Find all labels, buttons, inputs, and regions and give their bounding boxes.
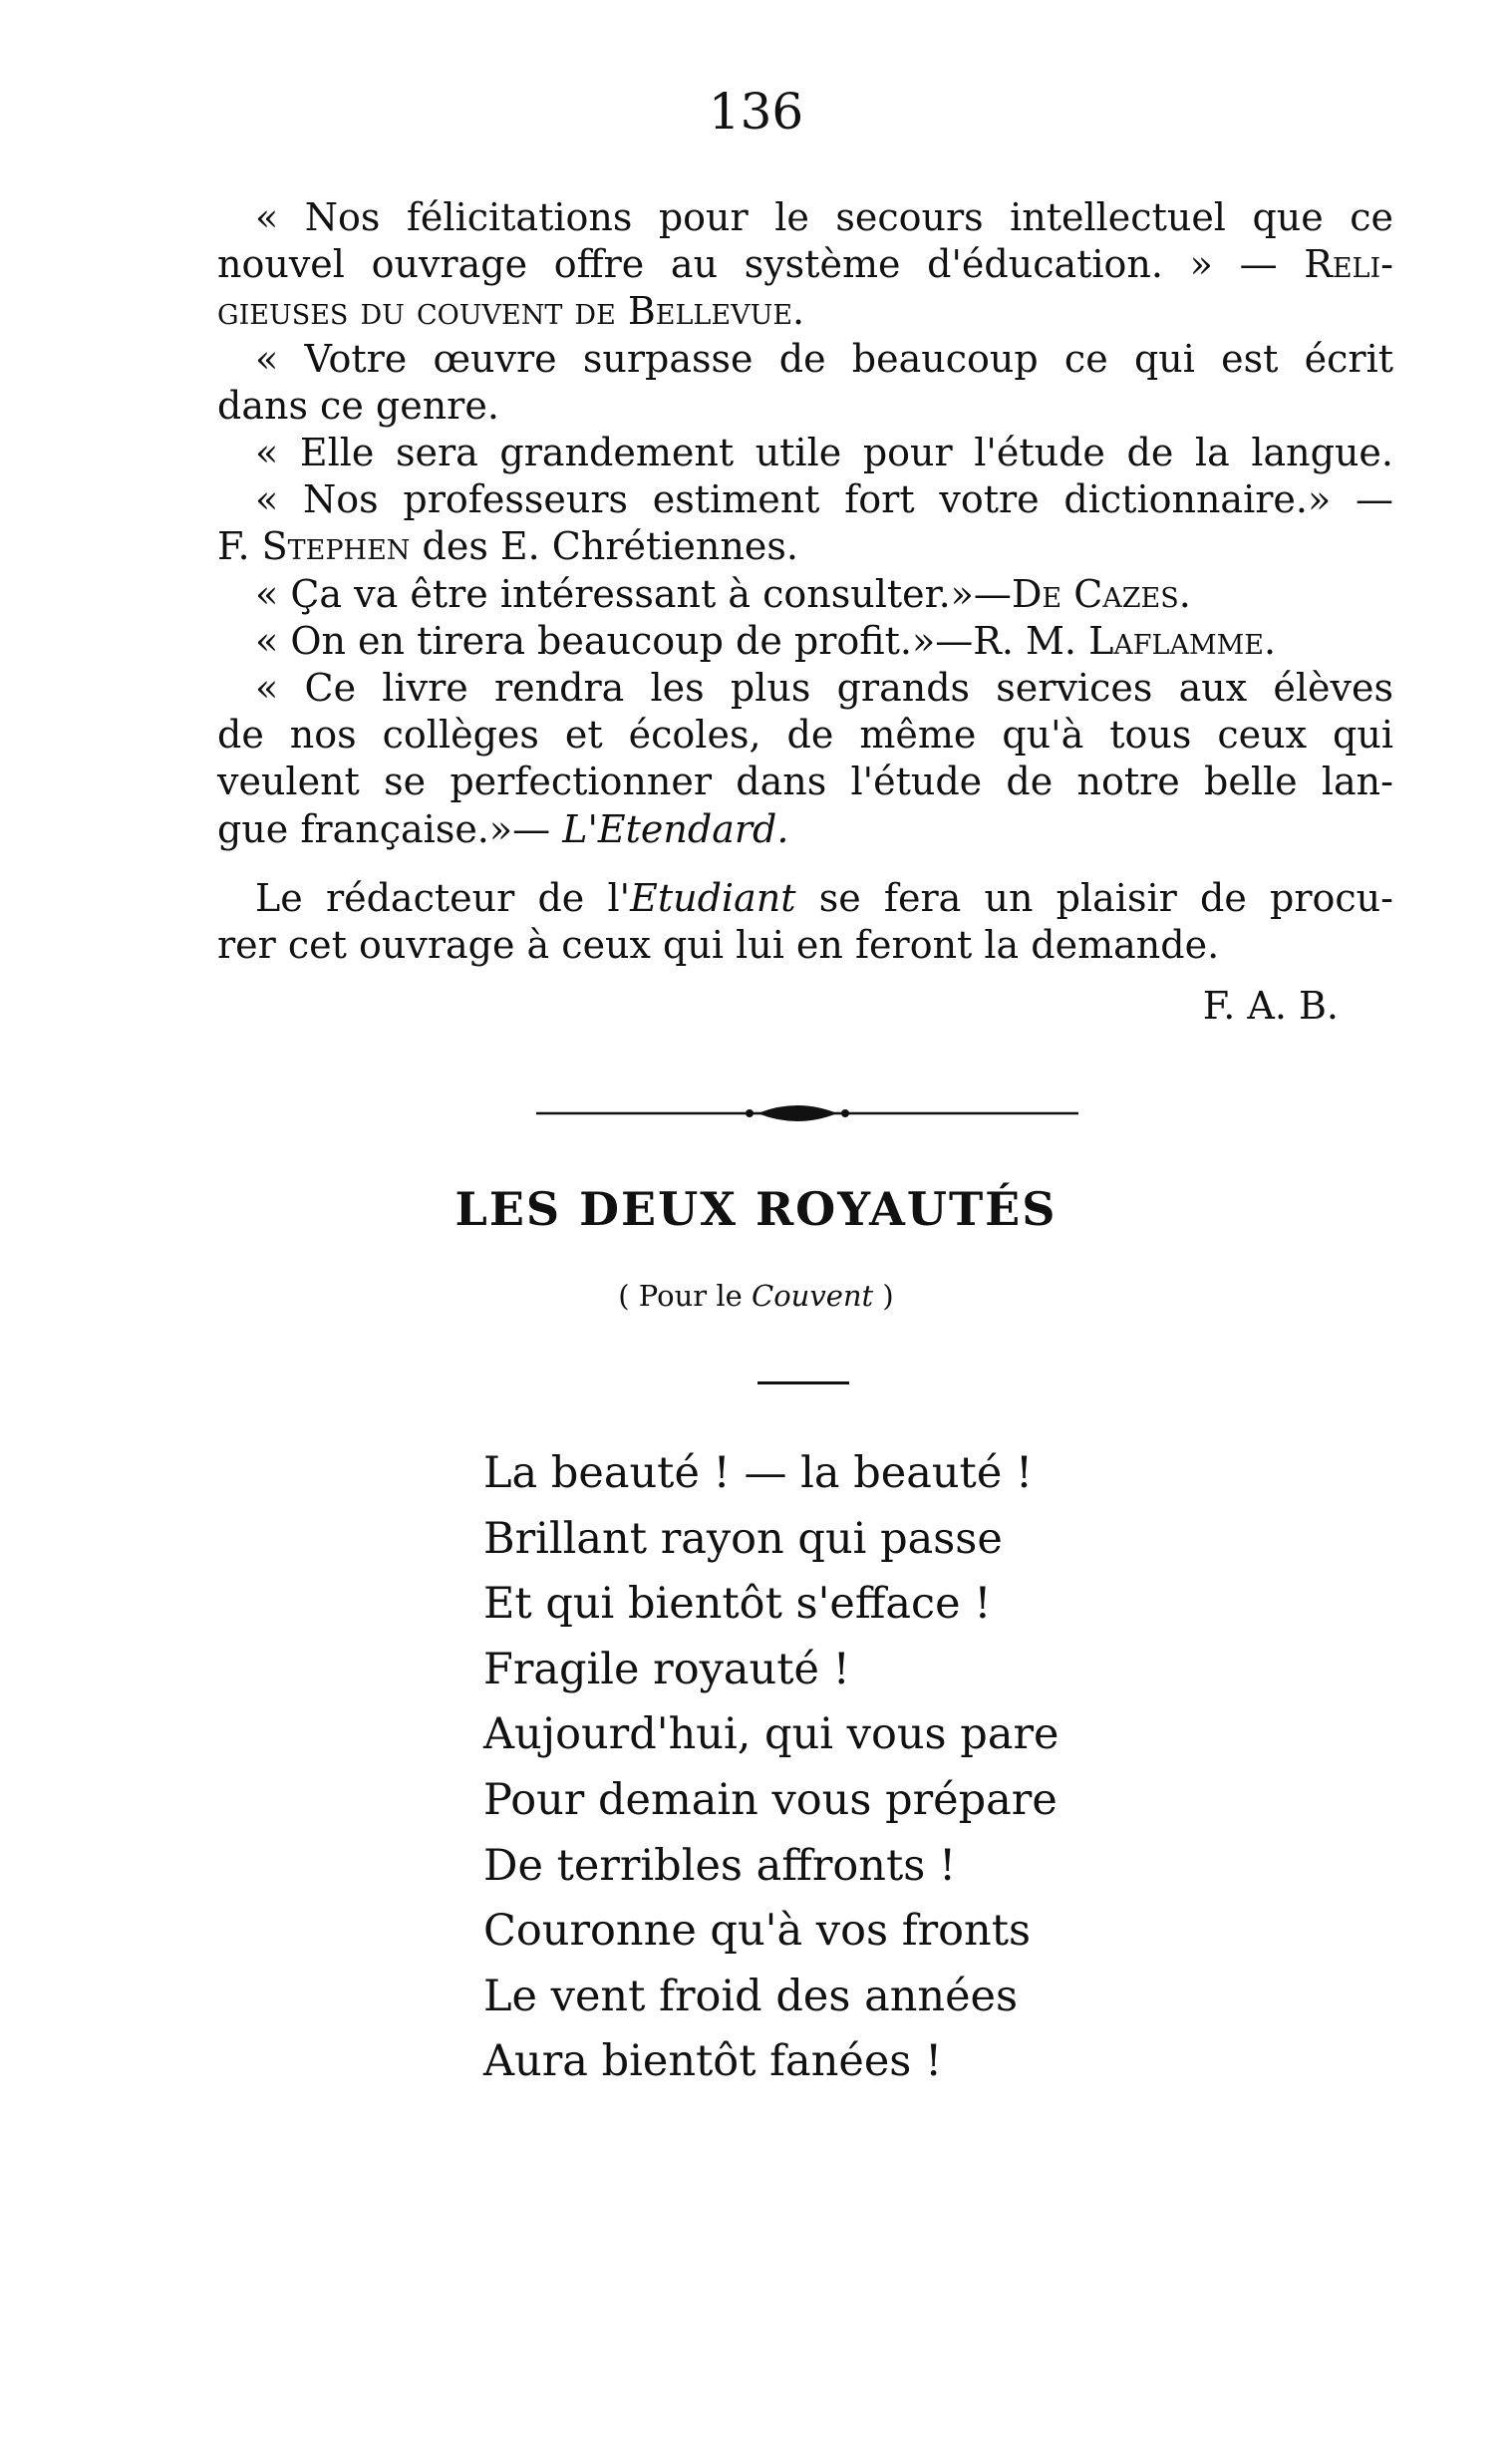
verse-line: Couronne qu'à vos fronts	[483, 1906, 1032, 1957]
attribution: Laflamme.	[1088, 618, 1277, 663]
verse-line: De terribles affronts !	[483, 1840, 957, 1891]
verse-line: Pour demain vous prépare	[483, 1774, 1058, 1825]
text-line: « Votre œuvre surpasse de beaucoup ce qui est écrit	[255, 336, 1393, 381]
publication-name: Etudiant	[630, 875, 796, 920]
text-line: « Nos félicitations pour le secours intellectuel que ce	[255, 195, 1393, 239]
text-line: rer cet ouvrage à ceux qui lui en feront la demande.	[217, 923, 1220, 968]
text-run: gue française.»—	[217, 806, 563, 851]
text-run: )	[873, 1279, 894, 1313]
attribution: Reli-	[1304, 242, 1393, 287]
text-line	[217, 806, 1393, 853]
verse-line: Fragile royauté !	[483, 1644, 850, 1694]
text-run: « Ça va être intéressant à consulter.»—	[255, 571, 1012, 616]
text-run: F.	[217, 524, 262, 569]
text-line	[217, 618, 1393, 665]
verse-line: Aujourd'hui, qui vous pare	[483, 1709, 1059, 1760]
paragraph-gap	[217, 853, 1393, 875]
text-line	[217, 241, 1393, 288]
verse-line: La beauté ! — la beauté !	[483, 1448, 1034, 1498]
text-line	[217, 523, 1393, 570]
text-run: ( Pour le	[618, 1279, 752, 1313]
text-line: veulent se perfectionner dans l'étude de notre belle lan-	[217, 760, 1393, 804]
verse-line: Aura bientôt fanées !	[483, 2036, 943, 2087]
text-run: Le rédacteur de l'	[255, 875, 631, 920]
text-line: « Ce livre rendra les plus grands services aux élèves	[255, 666, 1393, 711]
poem-subtitle	[0, 1276, 1512, 1316]
text-run: « On en tirera beaucoup de profit.»—R. M.	[255, 618, 1089, 663]
verse-line: Et qui bientôt s'efface !	[483, 1579, 992, 1630]
poem-stanza	[483, 1441, 1058, 2095]
text-run: Couvent	[752, 1279, 874, 1313]
attribution: gieuses du couvent de Bellevue.	[217, 289, 805, 334]
poem-title: LES DEUX ROYAUTÉS	[454, 1182, 1058, 1236]
page-number: 136	[708, 83, 804, 141]
text-line: « Nos professeurs estiment fort votre dictionnaire.» —	[255, 477, 1393, 522]
text-run: des E. Chrétiennes.	[410, 524, 798, 569]
text-line: de nos collèges et écoles, de même qu'à tous ceux qui	[217, 713, 1393, 758]
verse-line: Brillant rayon qui passe	[483, 1513, 1003, 1564]
text-line: dans ce genre.	[217, 383, 499, 428]
attribution: De Cazes.	[1011, 571, 1191, 616]
text-run: se fera un plaisir de procu-	[795, 875, 1393, 920]
verse-line: Le vent froid des années	[483, 1971, 1019, 2021]
attribution: L'Etendard.	[562, 806, 789, 851]
testimonials-block	[217, 194, 1393, 1030]
ornament-divider	[536, 1096, 1078, 1130]
signature: F. A. B.	[1202, 984, 1339, 1029]
attribution: Stephen	[261, 524, 411, 569]
text-line	[217, 571, 1393, 618]
text-run: nouvel ouvrage offre au système d'éducation. » —	[217, 242, 1305, 287]
short-rule	[757, 1381, 849, 1384]
text-line	[217, 875, 1393, 922]
text-line: « Elle sera grandement utile pour l'étude de la langue.	[255, 431, 1393, 475]
